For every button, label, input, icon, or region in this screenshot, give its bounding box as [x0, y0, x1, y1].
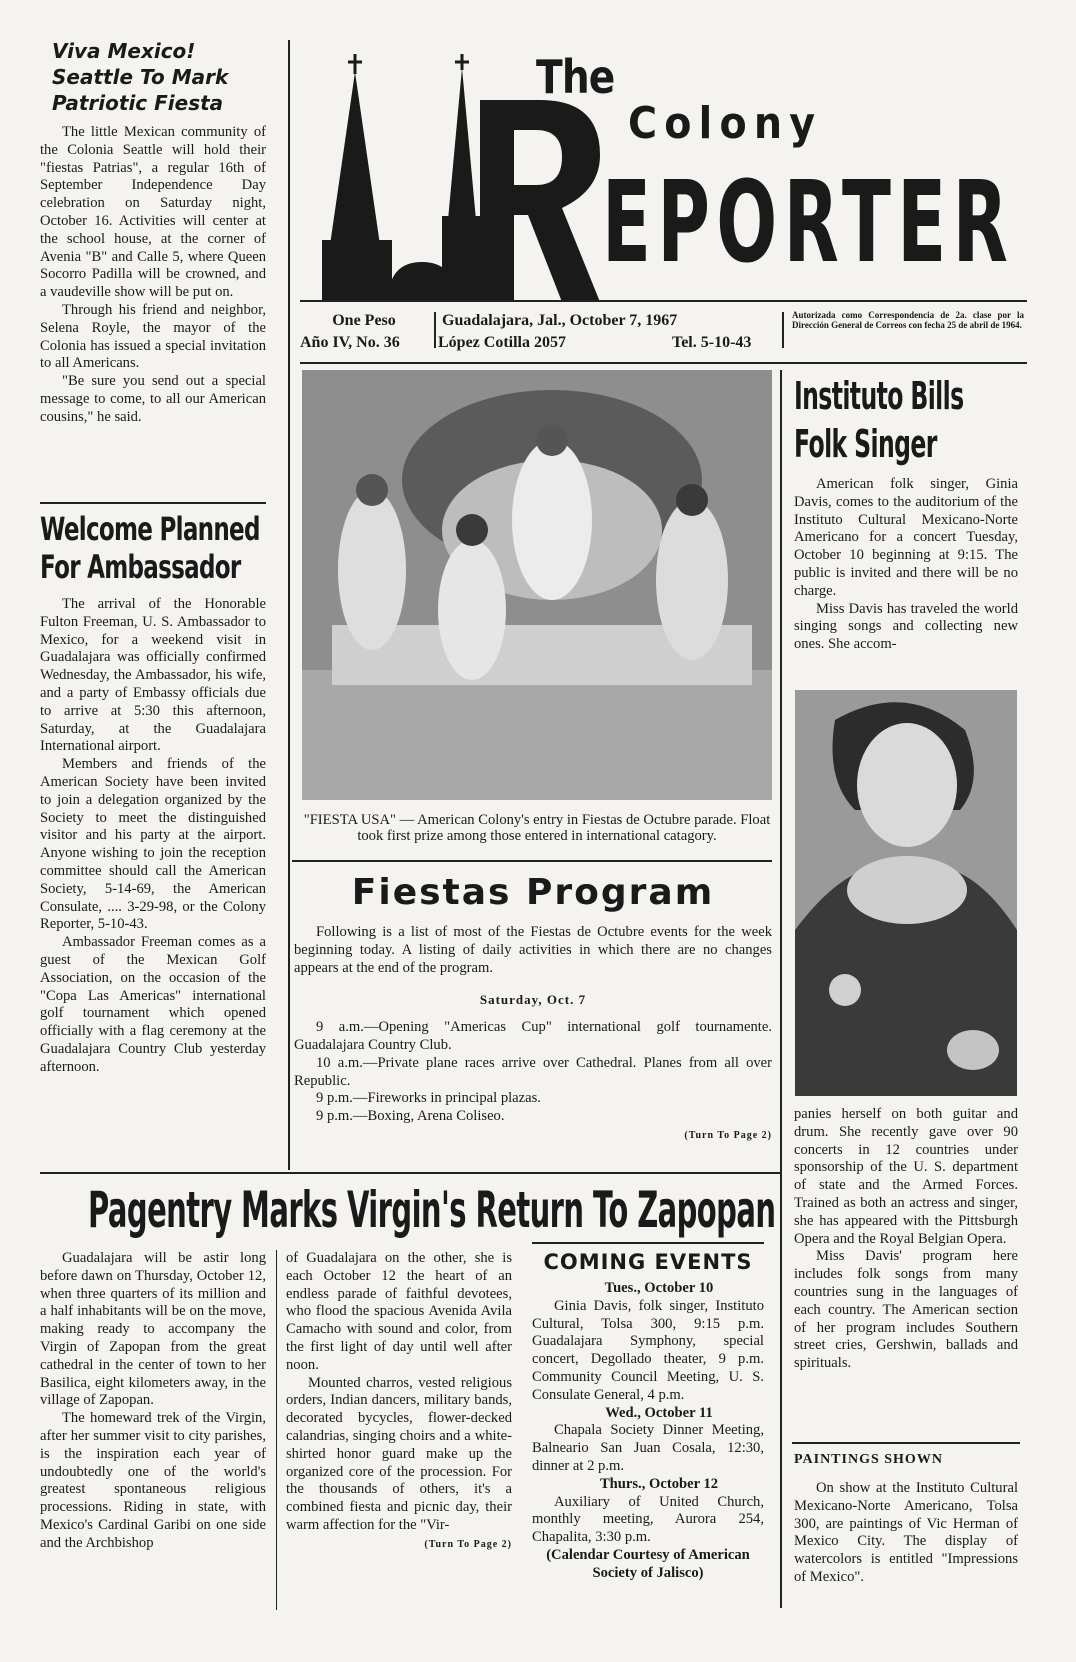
column-rule	[288, 40, 290, 1170]
coming-headline: COMING EVENTS	[543, 1250, 753, 1274]
pagentry-turn-page[interactable]: (Turn To Page 2)	[424, 1538, 512, 1550]
welcome-article	[40, 510, 266, 1077]
divider	[40, 1172, 780, 1174]
divider	[300, 300, 1027, 302]
event-text: Auxiliary of United Church, monthly meeting, Aurora 254, Chapalita, 3:30 p.m.	[532, 1493, 764, 1546]
instituto-paragraph: Miss Davis' program here includes folk songs from many countries sung in the languages of each country. The American section of her program includes Southern street cries, Gershwin, ballads and spirituals.	[794, 1248, 1018, 1372]
instituto-body-bottom	[794, 1106, 1018, 1373]
instituto-continued	[794, 1106, 1018, 1373]
pagentry-paragraph: The homeward trek of the Virgin, after her summer visit to city parishes, is the inspiration each year of undoubtedly one of the world's greatest spontaneous religious processions. Riding in state, with Mexico's Cardinal Garibi on one side and the Archbishop	[40, 1410, 266, 1551]
pagentry-col2	[286, 1250, 512, 1550]
fiestas-intro	[294, 924, 772, 977]
singer-portrait-photo	[795, 690, 1017, 1096]
divider	[292, 860, 772, 862]
welcome-body	[40, 596, 266, 1077]
viva-paragraph: Through his friend and neighbor, Selena Royle, the mayor of the Colonia has issued a special invitation to all Americans.	[40, 301, 266, 372]
instituto-article	[794, 372, 1018, 654]
pagentry-headline: Pagentry Marks Virgin's Return To Zapopan	[88, 1181, 776, 1239]
event-text: Chapala Society Dinner Meeting, Balneario San Juan Cosala, 12:30, dinner at 2 p.m.	[532, 1422, 764, 1474]
phone: Tel. 5-10-43	[672, 334, 752, 351]
masthead-the: The	[536, 50, 615, 104]
paintings-headline: PAINTINGS SHOWN	[794, 1452, 943, 1467]
pagentry-paragraph: Guadalajara will be astir long before dawn on Thursday, October 12, when three quarters of its million and a half inhabitants will be on the move, making ready to accompany the Virgin of Zapopan from the great cathedral in the center of town to her Basilica, eight kilometers away, in the village of Zapopan.	[40, 1250, 266, 1409]
instituto-headline	[794, 372, 1018, 472]
paintings-paragraph: On show at the Instituto Cultural Mexicano-Norte Americano, Tolsa 300, are paintings of Vic Herman of Mexico City. The display of watercolors is entitled "Impressions of Mexico".	[794, 1480, 1018, 1585]
divider	[792, 1442, 1020, 1444]
volume: Año IV, No. 36	[300, 334, 400, 351]
viva-paragraph: The little Mexican community of the Colonia Seattle will hold their "fiestas Patrias", a regular 16th of September Independence Day celebration on Saturday night, October 16. Activities will center at the school house, at the corner of Avenia "B" and Calle 5, where Queen Socorro Padilla will be crowned, and a vaudeville show will be put on.	[40, 124, 266, 301]
event-date: Thurs., October 12	[599, 1475, 719, 1492]
column-rule	[780, 370, 782, 1608]
photo-caption: "FIESTA USA" — American Colony's entry in Fiestas de Octubre parade. Float took first prize among those entered in international catagory.	[303, 812, 771, 844]
fiestas-events	[294, 1019, 772, 1126]
instituto-paragraph: panies herself on both guitar and drum. She recently gave over 90 concerts in 12 countries under sponsorship of the U. S. department of state and the Armed Forces. Trained as both an actress and singer, she has appeared with the Pittsburgh Opera and the Royal Belgian Opera.	[794, 1106, 1018, 1247]
fiestas-headline: Fiestas Program	[351, 872, 715, 913]
viva-paragraph: "Be sure you send out a special message to come, to all our American cousins," he said.	[40, 373, 266, 425]
pagentry-col2-body	[286, 1250, 512, 1535]
instituto-headline-line2: Folk Singer	[794, 422, 937, 466]
welcome-paragraph: The arrival of the Honorable Fulton Freeman, U. S. Ambassador to Mexico, for a weekend visit in Guadalajara was officially confirmed Wednesday, the Ambassador, his wife, and a party of Embassy officials due to arrive at 5:30 this afternoon, Saturday, at the Guadalajara International airport.	[40, 596, 266, 755]
welcome-headline-line2: For Ambassador	[40, 548, 241, 586]
coming-body	[532, 1280, 764, 1583]
masthead-colony: Colony	[628, 98, 823, 149]
fiestas-event: 9 p.m.—Fireworks in principal plazas.	[316, 1090, 541, 1107]
fiestas-event: 9 a.m.—Opening "Americas Cup" international golf tournamente. Guadalajara Country Club.	[294, 1019, 772, 1053]
welcome-paragraph: Ambassador Freeman comes as a guest of the Mexican Golf Association, on the occasion of the "Copa Las Americas" international golf tournament which opened officially with a flag ceremony at the Guadalajara Country Club yesterday afternoon.	[40, 934, 266, 1075]
fiestas-event: 10 a.m.—Private plane races arrive over Cathedral. Planes from all over Republic.	[294, 1054, 772, 1089]
city-date: Guadalajara, Jal., October 7, 1967	[442, 312, 678, 329]
divider	[40, 502, 266, 504]
fiestas-turn-page[interactable]: (Turn To Page 2)	[684, 1129, 772, 1141]
fiestas-program	[294, 872, 772, 1141]
column-rule	[276, 1250, 277, 1610]
portrait-image	[795, 690, 1017, 1096]
fiestas-day: Saturday, Oct. 7	[479, 992, 587, 1008]
fiestas-event: 9 p.m.—Boxing, Arena Coliseo.	[316, 1108, 505, 1125]
viva-article	[40, 38, 266, 427]
viva-headline: Viva Mexico! Seattle To Mark Patriotic Fiesta	[52, 39, 229, 115]
divider	[782, 312, 784, 348]
paintings-body	[794, 1480, 1018, 1587]
fiesta-float-photo	[302, 370, 772, 800]
masthead	[300, 40, 1020, 302]
fiestas-intro-text: Following is a list of most of the Fiestas de Octubre events for the week beginning today. A listing of daily activities in which there are no changes appears at the end of the program.	[294, 924, 772, 976]
price: One Peso	[332, 312, 396, 329]
event-text: Ginia Davis, folk singer, Instituto Cultural, Tolsa 300, 9:15 p.m. Guadalajara Symphony, special concert, Degollado theater, 9 p.m. Community Council Meeting, U. S. Consulate General, 4 p.m.	[532, 1297, 764, 1403]
event-date: Tues., October 10	[604, 1280, 714, 1296]
masthead-reporter: EPORTER	[602, 158, 1015, 288]
pagentry-col1	[40, 1250, 266, 1553]
pagentry-paragraph: of Guadalajara on the other, she is each October 12 the heart of an endless parade of faithful devotees, who flood the spacious Avenida Avila Camacho with sound and color, from the first light of day until well after noon.	[286, 1250, 512, 1373]
instituto-paragraph: Miss Davis has traveled the world singing songs and collecting new ones. She accom-	[794, 600, 1018, 653]
pagentry-headline-wrap	[40, 1178, 780, 1242]
paintings-article	[794, 1452, 1018, 1587]
viva-body	[40, 124, 266, 427]
calendar-credit: (Calendar Courtesy of American Society of Jalisco)	[546, 1546, 750, 1581]
instituto-headline-line1: Instituto Bills	[794, 374, 964, 418]
float-image	[302, 370, 772, 800]
welcome-paragraph: Members and friends of the American Society have been invited to join a delegation organized by the Society to meet the distinguished visitor and his party at the airport. Anyone wishing to join the reception committee should call the American Society, 5-14-69, the American Consulate, .... 3-29-98, or the Colony Reporter, 5-10-43.	[40, 756, 266, 933]
address: López Cotilla 2057	[438, 334, 566, 351]
authorization: Autorizada como Correspondencia de 2a. clase por la Dirección General de Correos con fecha 25 de abril de 1964.	[792, 310, 1024, 330]
divider	[434, 312, 436, 348]
event-date: Wed., October 11	[605, 1404, 713, 1421]
divider	[300, 362, 1027, 364]
masthead-info	[300, 306, 1027, 358]
instituto-paragraph: American folk singer, Ginia Davis, comes to the auditorium of the Instituto Cultural Mexicano-Norte Americano for a concert Tuesday, October 10 beginning at 9:15. The public is invited and there will be no charge.	[794, 476, 1018, 599]
pagentry-paragraph: Mounted charros, vested religious orders, Indian dancers, military bands, decorated bycycles, flower-decked calandrias, singing choirs and a white-shirted honor guard make up the organized core of the procession. For the thousands of others, it's a combined fiesta and picnic day, their warm affection for the "Vir-	[286, 1374, 512, 1533]
instituto-body-top	[794, 476, 1018, 654]
welcome-headline	[40, 510, 266, 592]
coming-events-box	[532, 1242, 764, 1583]
welcome-headline-line1: Welcome Planned	[40, 510, 260, 548]
pagentry-col1-body	[40, 1250, 266, 1553]
